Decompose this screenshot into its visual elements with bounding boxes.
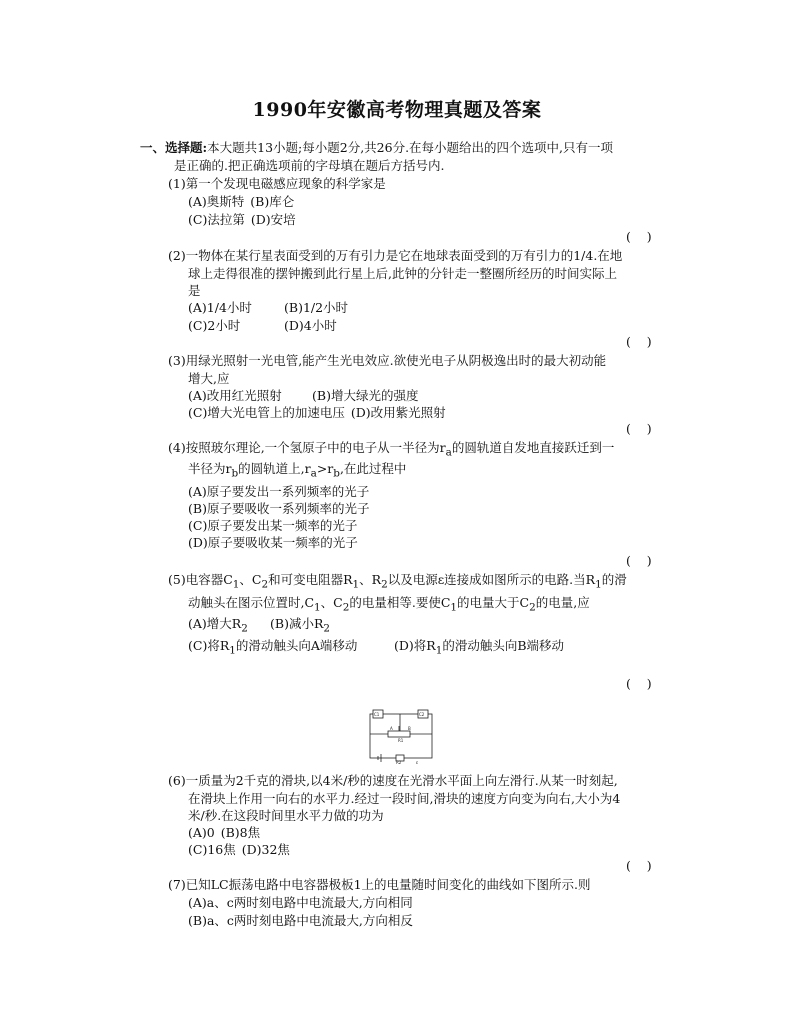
q5-l2-s2: 2	[342, 601, 350, 614]
q5-option-a-text: (A)增大R	[188, 616, 242, 631]
q2-answer-blank: ( )	[626, 334, 652, 349]
q2-option-b: (B)1/2小时	[284, 300, 349, 315]
q5-l1-s4: 2	[381, 578, 388, 591]
section-intro-line2: 是正确的.把正确选项前的字母填在题后方括号内.	[174, 158, 445, 173]
q4-line2-text: 半径为r	[188, 461, 232, 476]
q4-line2-mid: 的圆轨道上,r	[238, 461, 311, 476]
q1-option-b: (B)库仑	[250, 194, 295, 209]
q5-l2-s1: 1	[314, 601, 321, 614]
q5-l1-s2: 2	[261, 578, 269, 591]
q6-line1: (6)一质量为2千克的滑块,以4米/秒的速度在光滑水平面上向左滑行.从某一时刻起,	[168, 773, 618, 788]
q5-l2-s3: 1	[450, 601, 458, 614]
q5-option-d-tail: 的滑动触头向B端移动	[442, 638, 564, 653]
q5-option-a	[188, 615, 270, 638]
q4-option-d: (D)原子要吸收某一频率的光子	[188, 535, 358, 550]
q4-sub-b: b	[231, 467, 239, 480]
q2-option-d: (D)4小时	[284, 318, 337, 333]
q5-answer-blank: ( )	[626, 676, 652, 691]
q5-option-b	[270, 616, 330, 635]
q4-line2	[188, 460, 406, 483]
q3-line2: 增大,应	[188, 371, 230, 386]
q5-l2-s4: 2	[529, 601, 536, 614]
label-a: A	[390, 726, 393, 731]
q7-option-b: (B)a、c两时刻电路中电流最大,方向相反	[188, 913, 413, 928]
q3-options-row1	[188, 387, 418, 404]
q4-sub-a2: a	[310, 467, 317, 480]
q3-line1: (3)用绿光照射一光电管,能产生光电效应.欲使光电子从阴极逸出时的最大初动能	[168, 353, 607, 368]
q2-options-row1	[188, 299, 348, 316]
q4-option-a: (A)原子要发出一系列频率的光子	[188, 484, 370, 499]
section-intro-text: 本大题共13小题;每小题2分,共26分.在每小题给出的四个选项中,只有一项	[207, 140, 614, 155]
q5-l1-e: 以及电源ε连接成如图所示的电路.当R	[387, 572, 596, 587]
q5-option-d-sub: 1	[435, 644, 443, 657]
q3-option-a: (A)改用红光照射	[188, 388, 282, 403]
label-r1: R1	[398, 738, 404, 743]
q5-option-b-sub: 2	[323, 622, 330, 635]
q4-option-c: (C)原子要发出某一频率的光子	[188, 518, 358, 533]
q4-line1	[168, 439, 614, 462]
q5-l1-s3: 1	[352, 578, 360, 591]
q5-option-c-text: (C)将R	[188, 638, 230, 653]
q6-options-row1	[188, 824, 260, 841]
q4-sub-b2: b	[333, 467, 340, 480]
q5-line2	[188, 594, 590, 617]
q5-l2-c: 的电量相等.要使C	[349, 595, 451, 610]
q5-l2-a: 动触头在图示位置时,C	[188, 595, 315, 610]
q5-line1	[168, 571, 627, 594]
q1-stem: (1)第一个发现电磁感应现象的科学家是	[168, 176, 386, 191]
label-emf: ε	[416, 760, 419, 764]
q2-line2: 球上走得很准的摆钟搬到此行星上后,此钟的分针走一整圈所经历的时间实际上	[188, 266, 617, 281]
label-b: B	[408, 726, 411, 731]
q3-answer-blank: ( )	[626, 421, 652, 436]
q5-l1-d: 、R	[359, 572, 382, 587]
q3-option-c: (C)增大光电管上的加速电压	[188, 405, 345, 420]
q5-l2-e: 的电量,应	[535, 595, 590, 610]
q2-option-a: (A)1/4小时	[188, 300, 252, 315]
q5-option-c	[188, 637, 394, 660]
q5-option-a-sub: 2	[241, 622, 248, 635]
q6-option-b: (B)8焦	[220, 825, 261, 840]
q5-option-c-tail: 的滑动触头向A端移动	[235, 638, 358, 653]
q2-options-row2	[188, 317, 337, 334]
q3-option-b: (B)增大绿光的强度	[312, 388, 419, 403]
label-c2: C2	[419, 712, 425, 717]
label-c1: C1	[374, 712, 380, 717]
q5-l1-s5: 1	[595, 578, 602, 591]
resistor-r1	[388, 731, 410, 737]
q1-option-c: (C)法拉第	[188, 212, 245, 227]
q4-line2-gt: >r	[316, 461, 334, 476]
q2-line1: (2)一物体在某行星表面受到的万有引力是它在地球表面受到的万有引力的1/4.在地	[168, 248, 623, 263]
q5-circuit-diagram	[366, 708, 436, 764]
q6-option-a: (A)0	[188, 825, 215, 840]
q7-option-a: (A)a、c两时刻电路中电流最大,方向相同	[188, 895, 413, 910]
q5-l1-a: (5)电容器C	[168, 572, 233, 587]
q4-answer-blank: ( )	[626, 553, 652, 568]
q5-option-d	[394, 638, 564, 657]
q1-option-a: (A)奥斯特	[188, 194, 245, 209]
q5-option-c-sub: 1	[229, 644, 236, 657]
q5-option-b-text: (B)减小R	[270, 616, 324, 631]
q4-line1-text: (4)按照玻尔理论,一个氢原子中的电子从一半径为r	[168, 440, 446, 455]
q1-options-row1	[188, 193, 294, 210]
q3-option-d: (D)改用紫光照射	[350, 405, 446, 420]
q1-option-d: (D)安培	[250, 212, 296, 227]
q5-l2-b: 、C	[320, 595, 343, 610]
q2-line3: 是	[188, 283, 201, 298]
q1-answer-blank: ( )	[626, 229, 652, 244]
q7-line1: (7)已知LC振荡电路中电容器极板1上的电量随时间变化的曲线如下图所示.则	[168, 877, 591, 892]
q4-line1-tail: 的圆轨道自发地直接跃迁到一	[451, 440, 615, 455]
q6-option-c: (C)16焦	[188, 842, 236, 857]
q5-l1-b: 、C	[239, 572, 262, 587]
q4-sub-a: a	[445, 446, 452, 459]
q2-option-c: (C)2小时	[188, 318, 241, 333]
q4-option-b: (B)原子要吸收一系列频率的光子	[188, 501, 370, 516]
q5-l1-s1: 1	[232, 578, 240, 591]
q4-line2-tail: ,在此过程中	[339, 461, 407, 476]
q6-answer-blank: ( )	[626, 858, 652, 873]
q6-line3: 米/秒.在这段时间里水平力做的功为	[188, 808, 384, 823]
q1-options-row2	[188, 211, 296, 228]
q5-l2-d: 的电量大于C	[457, 595, 530, 610]
section-intro-line1	[140, 139, 613, 156]
section-label: 一、选择题:	[140, 140, 208, 155]
q6-line2: 在滑块上作用一向右的水平力.经过一段时间,滑块的速度方向变为向右,大小为4	[188, 791, 621, 806]
page-title: 1990年安徽高考物理真题及答案	[252, 99, 542, 121]
q6-options-row2	[188, 841, 290, 858]
label-r2: R2	[396, 760, 402, 764]
q5-l1-c: 和可变电阻器R	[268, 572, 353, 587]
q5-options-row2	[188, 637, 564, 660]
q6-option-d: (D)32焦	[241, 842, 290, 857]
q5-option-d-text: (D)将R	[394, 638, 436, 653]
q3-options-row2	[188, 404, 446, 421]
q5-options-row1	[188, 615, 330, 638]
q5-l1-f: 的滑	[601, 572, 627, 587]
